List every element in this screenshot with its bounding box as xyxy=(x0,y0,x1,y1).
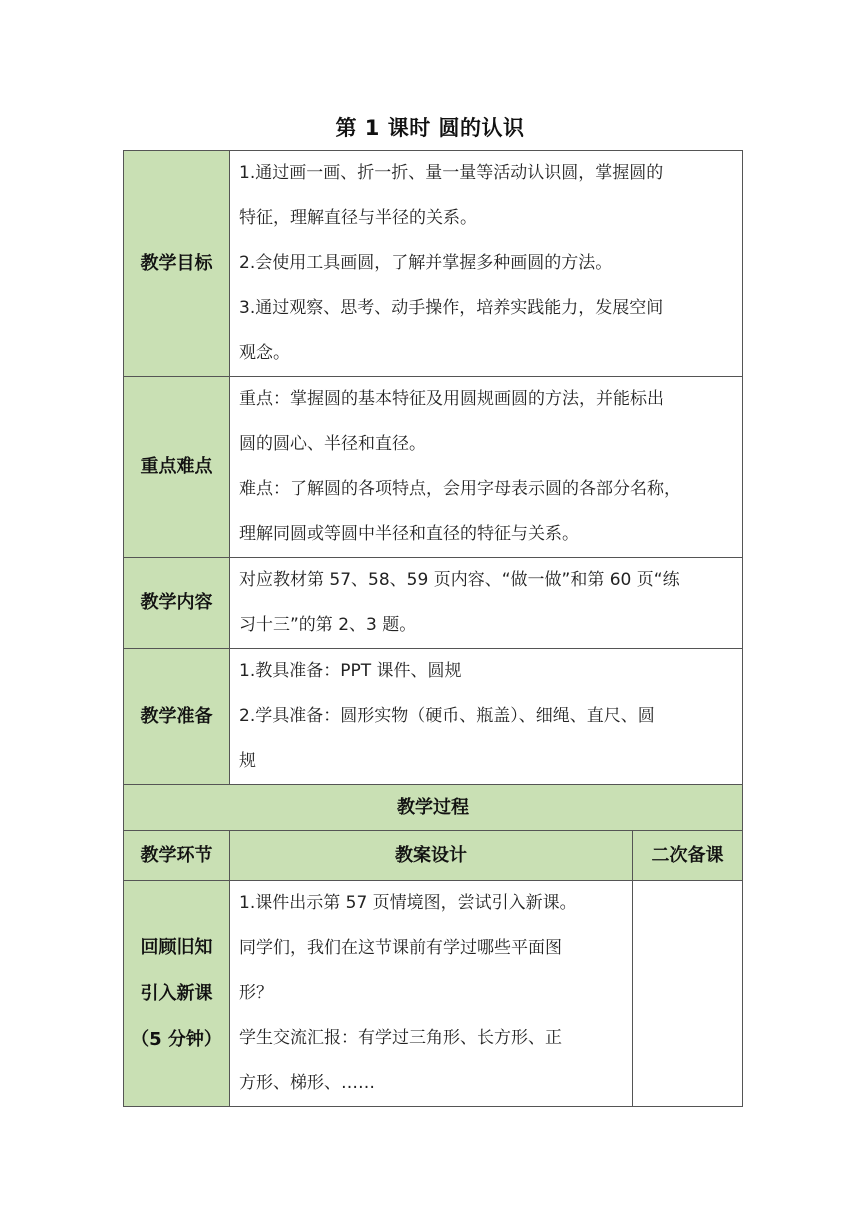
content-content xyxy=(230,558,743,649)
stage-design-line: 形？ xyxy=(239,983,273,1003)
key-points-content xyxy=(230,377,743,558)
preparation-row xyxy=(124,649,743,785)
objectives-line: 特征，理解直径与半径的关系。 xyxy=(239,208,477,228)
stage-design-content xyxy=(230,881,633,1107)
lesson-plan-table xyxy=(123,150,743,1107)
objectives-lines xyxy=(239,151,736,376)
content-label: 教学内容 xyxy=(124,558,230,649)
stage-design-line: 1.课件出示第 57 页情境图，尝试引入新课。 xyxy=(239,893,577,913)
preparation-line: 规 xyxy=(239,751,256,771)
stage-label-line: 引入新课 xyxy=(140,982,213,1004)
stage-label-line: （5 分钟） xyxy=(131,1028,222,1050)
column-revision: 二次备课 xyxy=(633,831,743,881)
content-line: 习十三”的第 2、3 题。 xyxy=(239,615,417,635)
objectives-line: 2.会使用工具画圆，了解并掌握多种画圆的方法。 xyxy=(239,253,613,273)
stage-label xyxy=(124,881,230,1107)
process-header: 教学过程 xyxy=(124,785,743,831)
stage-row xyxy=(124,881,743,1107)
key-points-row xyxy=(124,377,743,558)
process-columns-row xyxy=(124,831,743,881)
key-points-line: 理解同圆或等圆中半径和直径的特征与关系。 xyxy=(239,524,579,544)
preparation-line: 2.学具准备：圆形实物（硬币、瓶盖）、细绳、直尺、圆 xyxy=(239,706,655,726)
stage-design-line: 方形、梯形、…… xyxy=(239,1073,375,1093)
key-points-line: 圆的圆心、半径和直径。 xyxy=(239,434,426,454)
preparation-content xyxy=(230,649,743,785)
objectives-label: 教学目标 xyxy=(124,151,230,377)
objectives-line: 1.通过画一画、折一折、量一量等活动认识圆，掌握圆的 xyxy=(239,163,664,183)
key-points-line: 重点：掌握圆的基本特征及用圆规画圆的方法，并能标出 xyxy=(239,389,664,409)
preparation-line: 1.教具准备：PPT 课件、圆规 xyxy=(239,661,462,681)
stage-design-line: 同学们，我们在这节课前有学过哪些平面图 xyxy=(239,938,562,958)
lesson-title: 第 1 课时 圆的认识 xyxy=(335,116,525,140)
content-line: 对应教材第 57、58、59 页内容、“做一做”和第 60 页“练 xyxy=(239,570,680,590)
objectives-content xyxy=(230,151,743,377)
objectives-line: 3.通过观察、思考、动手操作，培养实践能力，发展空间 xyxy=(239,298,664,318)
key-points-line: 难点：了解圆的各项特点，会用字母表示圆的各部分名称， xyxy=(239,479,681,499)
process-header-row xyxy=(124,785,743,831)
key-points-label: 重点难点 xyxy=(124,377,230,558)
objectives-row xyxy=(124,151,743,377)
content-row xyxy=(124,558,743,649)
stage-label-line: 回顾旧知 xyxy=(140,936,213,958)
stage-revision-notes[interactable] xyxy=(633,881,743,1107)
column-design: 教案设计 xyxy=(230,831,633,881)
preparation-label: 教学准备 xyxy=(124,649,230,785)
objectives-line: 观念。 xyxy=(239,343,290,363)
column-stage: 教学环节 xyxy=(124,831,230,881)
stage-design-line: 学生交流汇报：有学过三角形、长方形、正 xyxy=(239,1028,562,1048)
